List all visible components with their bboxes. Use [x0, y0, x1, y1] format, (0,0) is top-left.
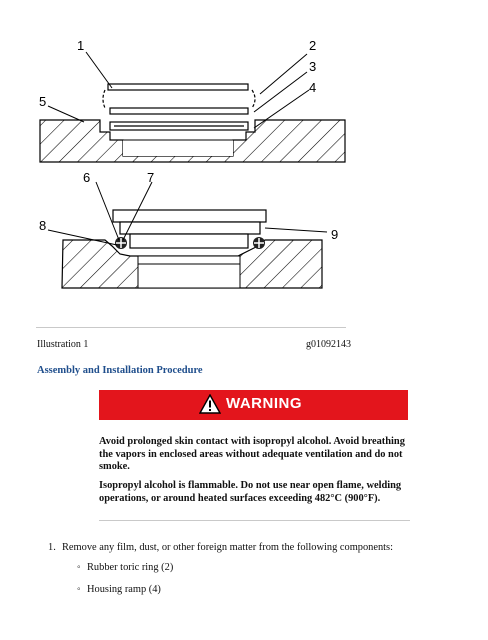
warning-divider: [99, 520, 410, 521]
callout-9: 9: [331, 227, 339, 242]
callout-6: 6: [83, 170, 91, 185]
fitting-upper: [103, 84, 255, 130]
warning-triangle-icon: [199, 394, 221, 414]
callout-5: 5: [39, 94, 47, 109]
callout-1: 1: [77, 38, 85, 53]
step-1-bullet-2: Housing ramp (4): [87, 584, 161, 595]
step-1-number: 1.: [48, 542, 56, 553]
bullet-icon: ◦: [77, 562, 81, 573]
step-1-bullet-1: Rubber toric ring (2): [87, 562, 174, 573]
fitting-lower: [113, 210, 266, 248]
warning-banner-label: WARNING: [226, 395, 302, 412]
callout-3: 3: [309, 59, 317, 74]
warning-paragraph-2: Isopropyl alcohol is flammable. Do not use near open flame, welding operations, or around heated surfaces exceeding 482°C (900°F).: [99, 480, 402, 504]
caption-image-id: g01092143: [306, 339, 351, 350]
callout-2: 2: [309, 38, 317, 53]
callout-8: 8: [39, 218, 47, 233]
bullet-icon: ◦: [77, 584, 81, 595]
warning-paragraph-1: Avoid prolonged skin contact with isopropyl alcohol. Avoid breathing the vapors in enclosed areas without adequate ventilation and do not smoke.: [99, 436, 405, 473]
caption-label: Illustration 1: [37, 339, 89, 350]
caption-divider: [36, 327, 346, 328]
toric-ring-left: [115, 237, 127, 249]
callout-7: 7: [147, 170, 155, 185]
section-heading: Assembly and Installation Procedure: [37, 365, 203, 376]
toric-ring-right: [253, 237, 265, 249]
step-1-text: Remove any film, dust, or other foreign matter from the following components:: [62, 542, 393, 553]
callout-4: 4: [309, 80, 317, 95]
